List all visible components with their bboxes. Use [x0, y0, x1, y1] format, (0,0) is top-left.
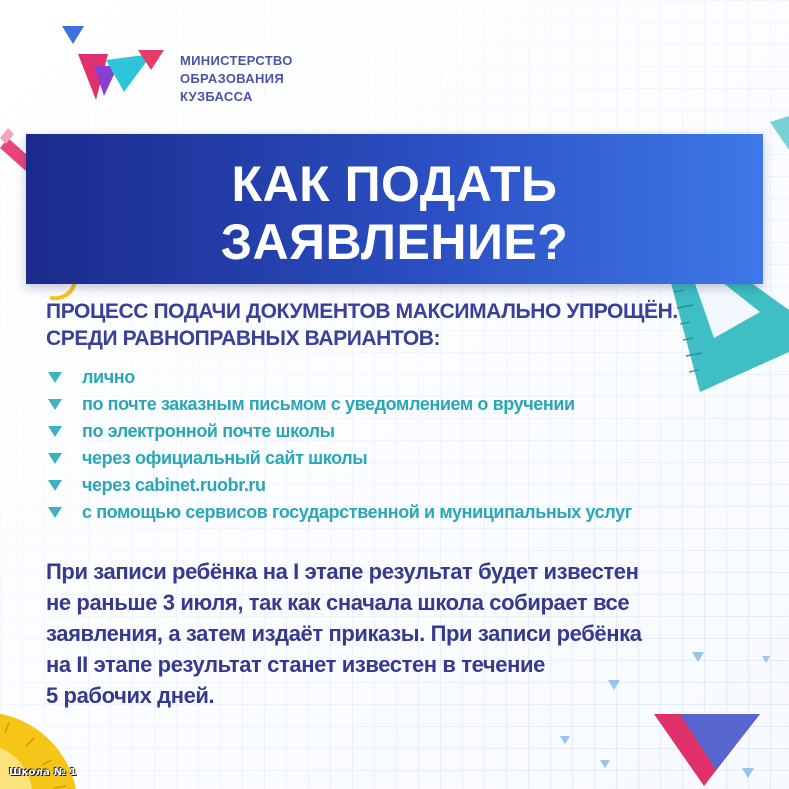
ministry-name-line: ОБРАЗОВАНИЯ [180, 71, 284, 86]
note-line: не раньше 3 июля, так как сначала школа собирает все [46, 590, 630, 615]
intro-text [46, 298, 678, 352]
ministry-name [180, 52, 293, 106]
option-text: по почте заказным письмом с уведомлением о вручении [82, 394, 575, 414]
list-item [46, 418, 632, 445]
triangle-down-bullet-icon [48, 372, 62, 383]
list-item [46, 391, 632, 418]
headline-line-2: ЗАЯВЛЕНИЕ? [220, 214, 569, 270]
note-line: на II этапе результат станет известен в течение [46, 652, 545, 677]
list-item [46, 472, 632, 499]
option-text: по электронной почте школы [82, 421, 335, 441]
note-line: заявления, а затем издаёт приказы. При записи ребёнка [46, 621, 642, 646]
triangle-down-bullet-icon [48, 453, 62, 464]
list-item [46, 364, 632, 391]
list-item [46, 499, 632, 526]
list-item [46, 445, 632, 472]
triangle-down-bullet-icon [48, 426, 62, 437]
intro-line-1: ПРОЦЕСС ПОДАЧИ ДОКУМЕНТОВ МАКСИМАЛЬНО УПРОЩЁН. [46, 300, 678, 323]
ministry-name-line: МИНИСТЕРСТВО [180, 53, 293, 68]
option-text: через cabinet.ruobr.ru [82, 475, 266, 495]
submission-options-list [46, 364, 632, 526]
ministry-logo-icon [60, 22, 170, 104]
option-text: через официальный сайт школы [82, 448, 368, 468]
intro-line-2: СРЕДИ РАВНОПРАВНЫХ ВАРИАНТОВ: [46, 327, 441, 350]
option-text: с помощью сервисов государственной и муниципальных услуг [82, 502, 632, 522]
school-watermark: Школа № 1 [9, 767, 77, 778]
note-line: 5 рабочих дней. [46, 683, 215, 708]
triangle-down-bullet-icon [48, 399, 62, 410]
ministry-name-line: КУЗБАССА [180, 89, 253, 104]
result-timing-note [46, 556, 642, 711]
headline-line-1: КАК ПОДАТЬ [231, 156, 558, 212]
option-text: лично [82, 367, 135, 387]
note-line: При записи ребёнка на I этапе результат будет известен [46, 559, 639, 584]
triangle-down-bullet-icon [48, 480, 62, 491]
triangle-down-bullet-icon [48, 507, 62, 518]
